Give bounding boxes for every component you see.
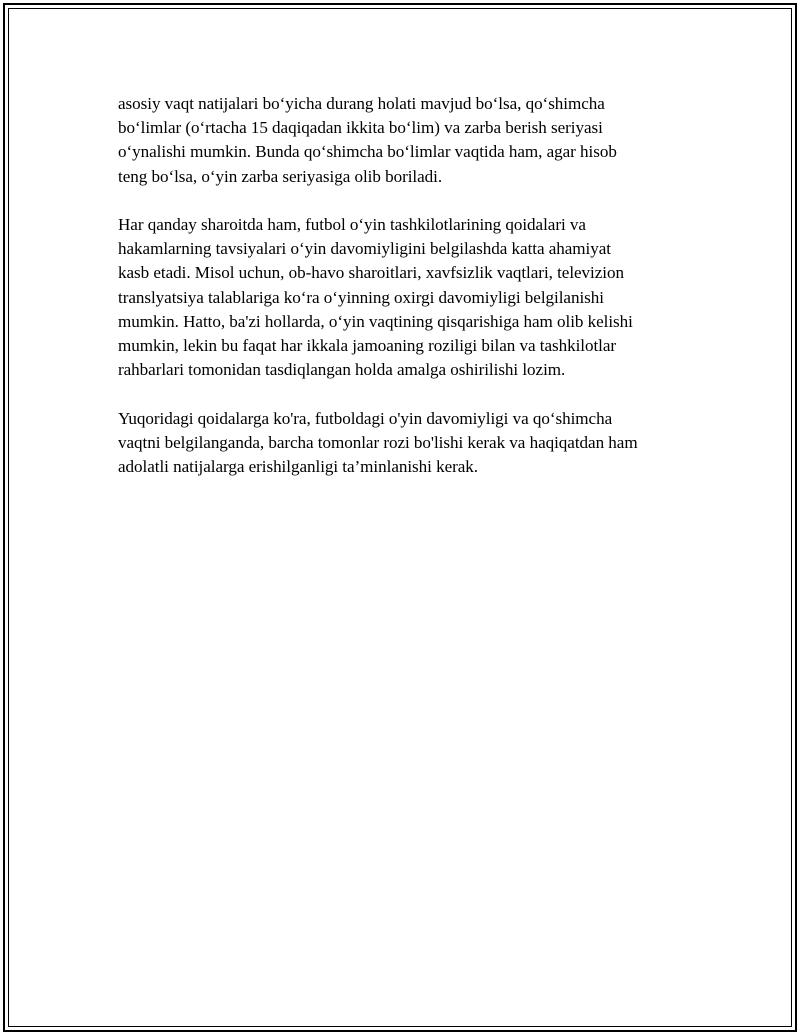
text-line: vaqtni belgilanganda, barcha tomonlar rozi bo'lishi kerak va haqiqatdan ham [118,432,638,452]
paragraph-3 [118,407,693,480]
text-line: hakamlarning tavsiyalari o‘yin davomiyligini belgilashda katta ahamiyat [118,239,611,259]
text-line: adolatli natijalarga erishilganligi ta’minlanishi kerak. [118,457,479,477]
text-line: translyatsiya talablariga ko‘ra o‘yinning oxirgi davomiyligi belgilanishi [118,287,604,307]
text-line: Yuqoridagi qoidalarga ko'ra, futboldagi o'yin davomiyligi va qo‘shimcha [118,408,613,428]
text-line: o‘ynalishi mumkin. Bunda qo‘shimcha bo‘limlar vaqtida ham, agar hisob [118,142,617,162]
text-line: Har qanday sharoitda ham, futbol o‘yin tashkilotlarining qoidalari va [118,215,586,234]
text-line: mumkin. Hatto, ba'zi hollarda, o‘yin vaqtining qisqarishiga ham olib kelishi [118,311,633,331]
paragraph-1 [118,92,693,189]
text-line: asosiy vaqt natijalari bo‘yicha durang holati mavjud bo‘lsa, qo‘shimcha [118,94,605,113]
paragraph-2 [118,213,693,382]
document-body [118,92,693,503]
text-line: kasb etadi. Misol uchun, ob-havo sharoitlari, xavfsizlik vaqtlari, televizion [118,263,624,283]
text-line: rahbarlari tomonidan tasdiqlangan holda amalga oshirilishi lozim. [118,360,566,380]
text-line: mumkin, lekin bu faqat har ikkala jamoaning roziligi bilan va tashkilotlar [118,336,617,356]
text-line: bo‘limlar (o‘rtacha 15 daqiqadan ikkita bo‘lim) va zarba berish seriyasi [118,118,603,138]
text-line: teng bo‘lsa, o‘yin zarba seriyasiga olib boriladi. [118,166,443,186]
